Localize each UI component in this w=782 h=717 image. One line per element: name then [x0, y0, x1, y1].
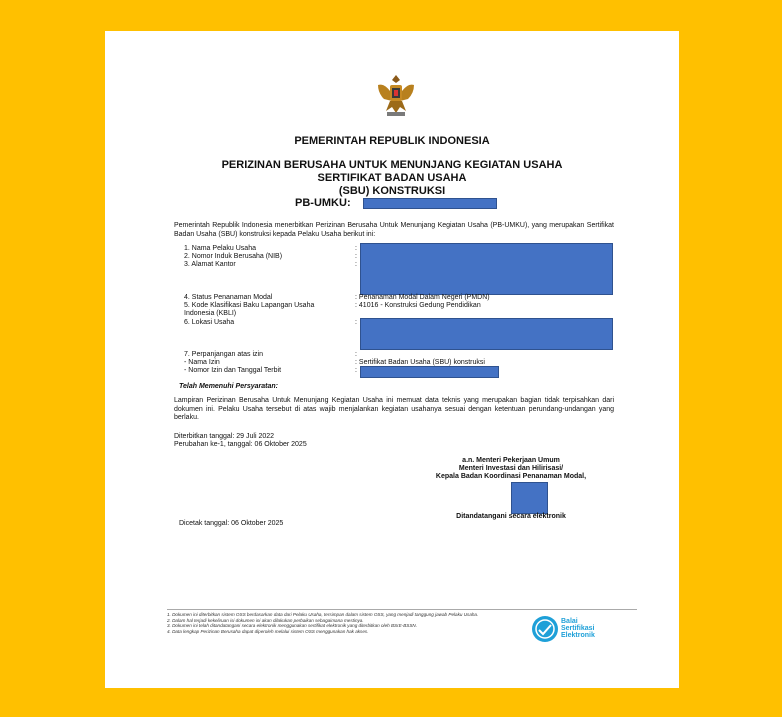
field-colon: :	[355, 351, 357, 358]
field-label-kbli: 5. Kode Klasifikasi Baku Lapangan Usaha	[184, 302, 315, 309]
permit-number-redaction	[360, 366, 499, 378]
requirements-paragraph: Lampiran Perizinan Berusaha Untuk Menunjang Kegiatan Usaha ini memuat data teknis yang merupakan bagian tidak terpisahkan dari dokumen ini. Pelaku Usaha tersebut di atas wajib menjalankan kegiatan usahanya sesuai dengan ketentuan perundang-undangan yang berlaku.	[174, 397, 614, 422]
signature-line-3: Kepala Badan Koordinasi Penanaman Modal,	[435, 473, 587, 480]
field-label-alamat: 3. Alamat Kantor	[184, 261, 236, 268]
signature-line-1: a.n. Menteri Pekerjaan Umum	[462, 457, 560, 464]
field-label-nama-izin: - Nama Izin	[184, 359, 220, 366]
field-value-status-modal	[355, 294, 490, 302]
bse-logo-block	[532, 616, 612, 644]
bse-line: Elektronik	[561, 632, 595, 639]
company-info-redaction	[360, 243, 613, 295]
signature-line-2: Menteri Investasi dan Hilirisasi/	[458, 465, 564, 472]
document-title-line1: PERIZINAN BERUSAHA UNTUK MENUNJANG KEGIATAN USAHA	[221, 159, 563, 171]
issued-date: Diterbitkan tanggal: 29 Juli 2022	[174, 433, 275, 440]
signed-electronically: Ditandatangani secara elektronik	[456, 513, 566, 520]
document-title-line3: (SBU) KONSTRUKSI	[338, 185, 446, 197]
field-colon: :	[355, 302, 357, 309]
certificate-page	[105, 31, 679, 688]
footer-note: 4. Data lengkap Perizinan Berusaha dapat diperoleh melalui sistem OSS menggunakan hak akses.	[167, 628, 369, 634]
requirements-heading: Telah Memenuhi Persyaratan:	[179, 383, 278, 390]
qr-code-redaction	[511, 482, 548, 514]
government-heading: PEMERINTAH REPUBLIK INDONESIA	[294, 135, 490, 147]
location-redaction	[360, 318, 613, 350]
printed-date: Dicetak tanggal: 06 Oktober 2025	[179, 520, 284, 527]
bse-logo-icon	[532, 616, 558, 642]
garuda-emblem-icon	[372, 71, 420, 119]
footer-divider	[167, 609, 637, 610]
field-label-nib: 2. Nomor Induk Berusaha (NIB)	[184, 253, 283, 260]
field-colon: :	[355, 245, 357, 252]
bse-line: Sertifikasi	[561, 625, 595, 632]
footer-note: 1. Dokumen ini diterbitkan sistem OSS berdasarkan data dari Pelaku Usaha, tersimpan dalam sistem OSS, yang menjadi tanggung jawab Pelaku Usaha.	[167, 612, 479, 617]
field-label-nama: 1. Nama Pelaku Usaha	[184, 245, 256, 252]
field-colon: :	[355, 367, 357, 374]
bse-name	[561, 618, 595, 639]
kbli-text: 41016 - Konstruksi Gedung Pendidikan	[358, 302, 481, 309]
field-colon: :	[355, 253, 357, 260]
status-modal-text: Penanaman Modal Dalam Negeri (PMDN)	[358, 294, 490, 301]
field-colon: :	[355, 319, 357, 326]
field-colon: :	[355, 294, 357, 301]
footer-notes	[167, 612, 583, 634]
bse-line: Balai	[561, 618, 578, 625]
footer-note: 2. Dalam hal terjadi kekeliruan isi dokumen ini akan dilakukan perbaikan sebagaimana mestinya.	[167, 617, 364, 623]
field-label-lokasi: 6. Lokasi Usaha	[184, 319, 235, 326]
field-label-status-modal: 4. Status Penanaman Modal	[184, 294, 273, 301]
document-title-line2: SERTIFIKAT BADAN USAHA	[317, 172, 467, 184]
field-label-perpanjangan: 7. Perpanjangan atas izin	[184, 351, 263, 358]
pb-umku-label: PB-UMKU:	[295, 197, 351, 209]
footer-note: 3. Dokumen ini telah ditandatangani secara elektronik menggunakan sertifikat elektronik yang diterbitkan oleh BSrE-BSSN.	[167, 623, 417, 629]
field-label-kbli-2: Indonesia (KBLI)	[184, 310, 237, 317]
field-colon: :	[355, 359, 357, 366]
field-label-nomor-izin: - Nomor Izin dan Tanggal Terbit	[184, 367, 282, 374]
nama-izin-text: Sertifikat Badan Usaha (SBU) konstruksi	[358, 359, 485, 366]
pb-umku-redaction	[363, 198, 497, 209]
field-value-kbli	[355, 302, 481, 310]
amendment-date: Perubahan ke-1, tanggal: 06 Oktober 2025	[174, 441, 307, 448]
intro-paragraph: Pemerintah Republik Indonesia menerbitkan Perizinan Berusaha Untuk Menunjang Kegiatan Usaha (PB-UMKU), yang merupakan Sertifikat Badan Usaha (SBU) konstruksi kepada Pelaku Usaha berikut ini:	[174, 222, 614, 238]
field-colon: :	[355, 261, 357, 268]
